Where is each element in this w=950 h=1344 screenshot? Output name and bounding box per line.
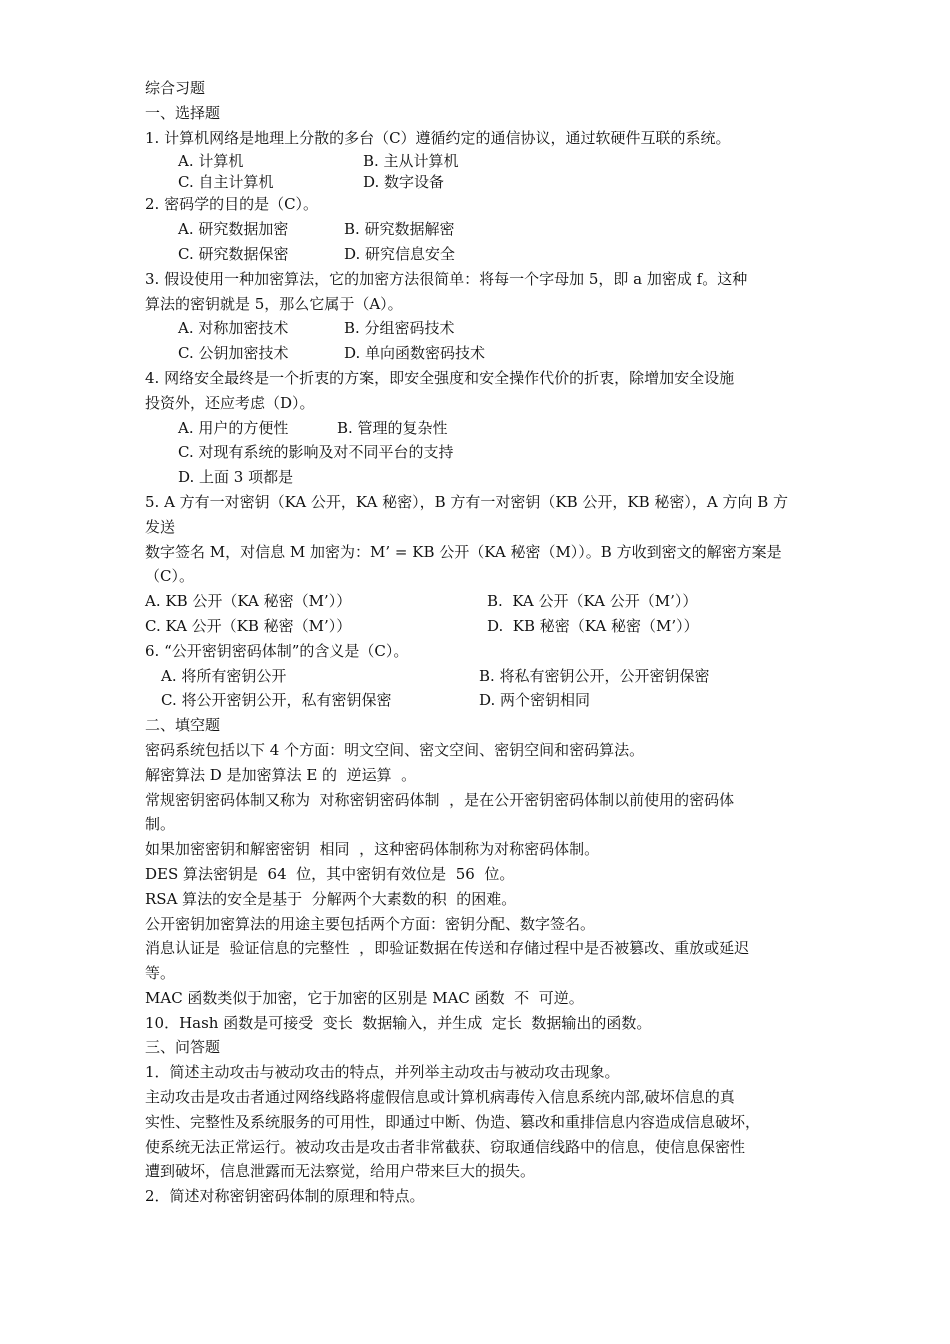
option-d: D. 两个密钥相同	[479, 691, 591, 710]
option-b: B. 分组密码技术	[344, 319, 455, 338]
question-stem-line-1: 3. 假设使用一种加密算法，它的加密方法很简单：将每一个字母加 5，即 a 加密成 f。这种	[145, 269, 748, 288]
page-title: 综合习题	[145, 79, 206, 97]
section-heading-qa: 三、问答题	[145, 1038, 221, 1057]
option-b: B. KA 公开（KA 公开（M’））	[487, 592, 698, 611]
qa-answer-line: 主动攻击是攻击者通过网络线路将虚假信息或计算机病毒传入信息系统内部,破坏信息的真	[145, 1088, 735, 1107]
section-heading-choice: 一、选择题	[145, 103, 221, 122]
option-c: C. 研究数据保密	[178, 244, 289, 263]
fill-item: 等。	[145, 964, 176, 983]
option-c: C. KA 公开（KB 秘密（M’））	[145, 616, 352, 635]
fill-item: 常规密钥密码体制又称为 对称密钥密码体制 ，是在公开密钥密码体制以前使用的密码体	[145, 790, 735, 809]
question-2	[145, 192, 810, 266]
fill-item: 如果加密密钥和解密密钥 相同 ，这种密码体制称为对称密码体制。	[145, 840, 600, 859]
section-heading-fill: 二、填空题	[145, 716, 221, 735]
question-stem: 2. 密码学的目的是（C）。	[145, 195, 319, 214]
option-a: A. 用户的方便性	[178, 418, 289, 437]
question-stem-line-1: 4. 网络安全最终是一个折衷的方案，即安全强度和安全操作代价的折衷，除增加安全设施	[145, 368, 735, 387]
fill-blank-list	[145, 738, 810, 1036]
option-d: D. 研究信息安全	[344, 244, 456, 263]
fill-item: 制。	[145, 815, 176, 834]
question-stem-line-4: （C）。	[145, 567, 194, 586]
option-b: B. 将私有密钥公开，公开密钥保密	[479, 666, 710, 685]
qa-answer-line: 使系统无法正常运行。被动攻击是攻击者非常截获、窃取通信线路中的信息，使信息保密性	[145, 1137, 746, 1156]
question-4	[145, 366, 810, 490]
fill-item: 10．Hash 函数是可接受 变长 数据输入，并生成 定长 数据输出的函数。	[145, 1013, 652, 1032]
option-c: C. 公钥加密技术	[178, 344, 289, 363]
option-a: A. 对称加密技术	[178, 319, 289, 338]
option-a: A. 研究数据加密	[178, 220, 289, 239]
question-stem-line-2: 发送	[145, 517, 176, 536]
option-b: B. 研究数据解密	[344, 220, 455, 239]
qa-answer-line: 实性、完整性及系统服务的可用性，即通过中断、伪造、篡改和重排信息内容造成信息破坏，	[145, 1112, 761, 1131]
question-stem-line-1: 5. A 方有一对密钥（KA 公开，KA 秘密），B 方有一对密钥（KB 公开，KB 秘密），A 方向 B 方	[145, 492, 789, 511]
option-d: D. 数字设备	[363, 173, 445, 192]
fill-item: 密码系统包括以下 4 个方面：明文空间、密文空间、密钥空间和密码算法。	[145, 740, 645, 759]
fill-item: 消息认证是 验证信息的完整性 ，即验证数据在传送和存储过程中是否被篡改、重放或延迟	[145, 939, 750, 958]
qa-question: 1．简述主动攻击与被动攻击的特点，并列举主动攻击与被动攻击现象。	[145, 1063, 620, 1082]
qa-item-1	[145, 1060, 810, 1184]
option-d: D. 单向函数密码技术	[344, 344, 486, 363]
option-b: B. 管理的复杂性	[337, 418, 448, 437]
fill-item: RSA 算法的安全是基于 分解两个大素数的积 的困难。	[145, 889, 517, 908]
option-c: C. 自主计算机	[178, 173, 274, 192]
question-1	[145, 126, 810, 193]
question-stem-line-2: 算法的密钥就是 5，那么它属于（A）。	[145, 294, 403, 313]
qa-answer-line: 遭到破坏，信息泄露而无法察觉，给用户带来巨大的损失。	[145, 1162, 536, 1181]
option-a: A. KB 公开（KA 秘密（M’））	[145, 592, 352, 611]
question-6	[145, 639, 810, 713]
option-d: D. KB 秘密（KA 秘密（M’））	[487, 616, 699, 635]
qa-question-2: 2．简述对称密钥密码体制的原理和特点。	[145, 1187, 425, 1206]
option-a: A. 将所有密钥公开	[161, 666, 287, 685]
fill-item: MAC 函数类似于加密，它于加密的区别是 MAC 函数 不 可逆。	[145, 988, 584, 1007]
fill-item: 公开密钥加密算法的用途主要包括两个方面：密钥分配、数字签名。	[145, 914, 596, 933]
question-stem-line-3: 数字签名 M，对信息 M 加密为：M’ = KB 公开（KA 秘密（M））。B 方收到密文的解密方案是	[145, 542, 782, 561]
option-a: A. 计算机	[178, 152, 244, 171]
question-stem-line-2: 投资外，还应考虑（D）。	[145, 393, 315, 412]
question-stem: 6. “公开密钥密码体制”的含义是（C）。	[145, 641, 409, 660]
option-d: D. 上面 3 项都是	[178, 468, 294, 487]
document-page	[145, 76, 810, 1209]
option-b: B. 主从计算机	[363, 152, 459, 171]
fill-item: 解密算法 D 是加密算法 E 的 逆运算 。	[145, 765, 417, 784]
question-5	[145, 490, 810, 639]
option-c: C. 将公开密钥公开，私有密钥保密	[161, 691, 392, 710]
option-c: C. 对现有系统的影响及对不同平台的支持	[178, 443, 454, 462]
fill-item: DES 算法密钥是 64 位，其中密钥有效位是 56 位。	[145, 864, 515, 883]
question-stem: 1. 计算机网络是地理上分散的多台（C）遵循约定的通信协议，通过软硬件互联的系统。	[145, 128, 731, 147]
question-3	[145, 267, 810, 366]
